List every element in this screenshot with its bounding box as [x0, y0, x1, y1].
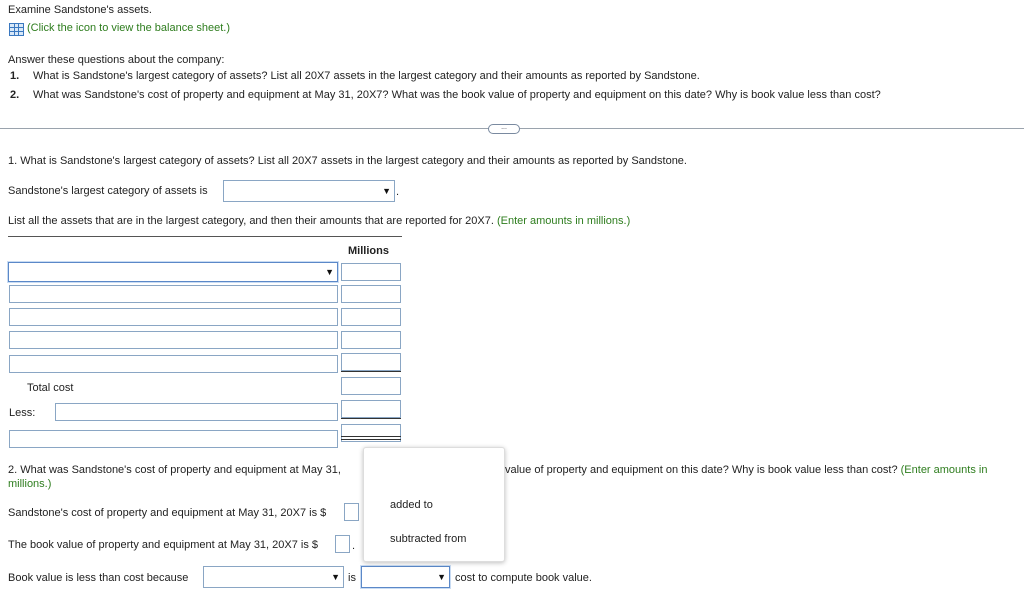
asset-amount-1[interactable] [341, 263, 401, 281]
net-item-name[interactable] [9, 430, 338, 448]
asset-amount-4[interactable] [341, 331, 401, 349]
amount-hint: (Enter amounts in millions.) [496, 215, 631, 227]
book-period: . [352, 540, 356, 552]
asset-amount-2[interactable] [341, 285, 401, 303]
chevron-down-icon: ▼ [437, 572, 446, 582]
option-added-to[interactable]: added to [390, 499, 433, 511]
subtotal-rule [341, 371, 401, 372]
part2-hint: (Enter amounts in [900, 464, 988, 476]
questions-intro: Answer these questions about the company: [8, 54, 225, 66]
q1-number: 1. [10, 70, 20, 82]
q1-text: What is Sandstone's largest category of assets? List all 20X7 assets in the largest category and their amounts as reported by Sandstone. [33, 70, 700, 82]
asset-name-2[interactable] [9, 285, 338, 303]
book-value-label: The book value of property and equipment at May 31, 20X7 is $ [8, 539, 319, 551]
because-label: Book value is less than cost because [8, 572, 189, 584]
largest-category-label: Sandstone's largest category of assets is [8, 185, 208, 197]
asset-name-4[interactable] [9, 331, 338, 349]
chevron-down-icon: ▼ [325, 267, 334, 277]
total-cost-amount[interactable] [341, 377, 401, 395]
part2-hint-cont: millions.) [8, 478, 52, 490]
cost-input[interactable] [344, 503, 359, 521]
part2-title-right: value of property and equipment on this date? Why is book value less than cost? (Enter amounts in [505, 464, 988, 476]
option-subtracted-from[interactable]: subtracted from [390, 533, 467, 545]
millions-header: Millions [348, 245, 389, 257]
double-rule-2 [341, 439, 401, 440]
asset-name-5[interactable] [9, 355, 338, 373]
q2-text: What was Sandstone's cost of property and equipment at May 31, 20X7? What was the book value of property and equipment on this date? Why is book value less than cost? [33, 89, 881, 101]
part2-title-left: 2. What was Sandstone's cost of property and equipment at May 31, [8, 464, 341, 476]
balance-sheet-icon[interactable] [9, 23, 24, 36]
because-select[interactable] [203, 566, 344, 588]
q2-number: 2. [10, 89, 20, 101]
list-assets-label: List all the assets that are in the largest category, and then their amounts that are reported for 20X7. (Enter amounts in millions.) [8, 215, 631, 227]
period: . [396, 186, 400, 198]
more-button[interactable]: ... [488, 124, 520, 134]
chevron-down-icon: ▼ [382, 186, 391, 196]
operation-dropdown-menu [363, 447, 505, 562]
balance-sheet-link[interactable]: (Click the icon to view the balance sheet.) [27, 22, 230, 34]
asset-name-3[interactable] [9, 308, 338, 326]
asset-name-select-1[interactable] [8, 262, 338, 282]
less-label: Less: [9, 407, 36, 419]
less-rule [341, 418, 401, 419]
asset-amount-5[interactable] [341, 353, 401, 371]
is-label: is [348, 572, 356, 584]
less-item-name[interactable] [55, 403, 338, 421]
less-amount[interactable] [341, 400, 401, 418]
largest-category-select[interactable] [223, 180, 395, 202]
part1-title: 1. What is Sandstone's largest category of assets? List all 20X7 assets in the largest category and their amounts as reported by Sandstone. [8, 155, 687, 167]
cost-label: Sandstone's cost of property and equipment at May 31, 20X7 is $ [8, 507, 327, 519]
asset-amount-3[interactable] [341, 308, 401, 326]
operation-select[interactable] [361, 566, 450, 588]
tail-label: cost to compute book value. [455, 572, 592, 584]
book-value-input[interactable] [335, 535, 350, 553]
double-rule-1 [341, 436, 401, 437]
instruction-text: Examine Sandstone's assets. [8, 4, 152, 16]
total-cost-label: Total cost [27, 382, 74, 394]
chevron-down-icon: ▼ [331, 572, 340, 582]
table-top-rule [8, 236, 402, 237]
